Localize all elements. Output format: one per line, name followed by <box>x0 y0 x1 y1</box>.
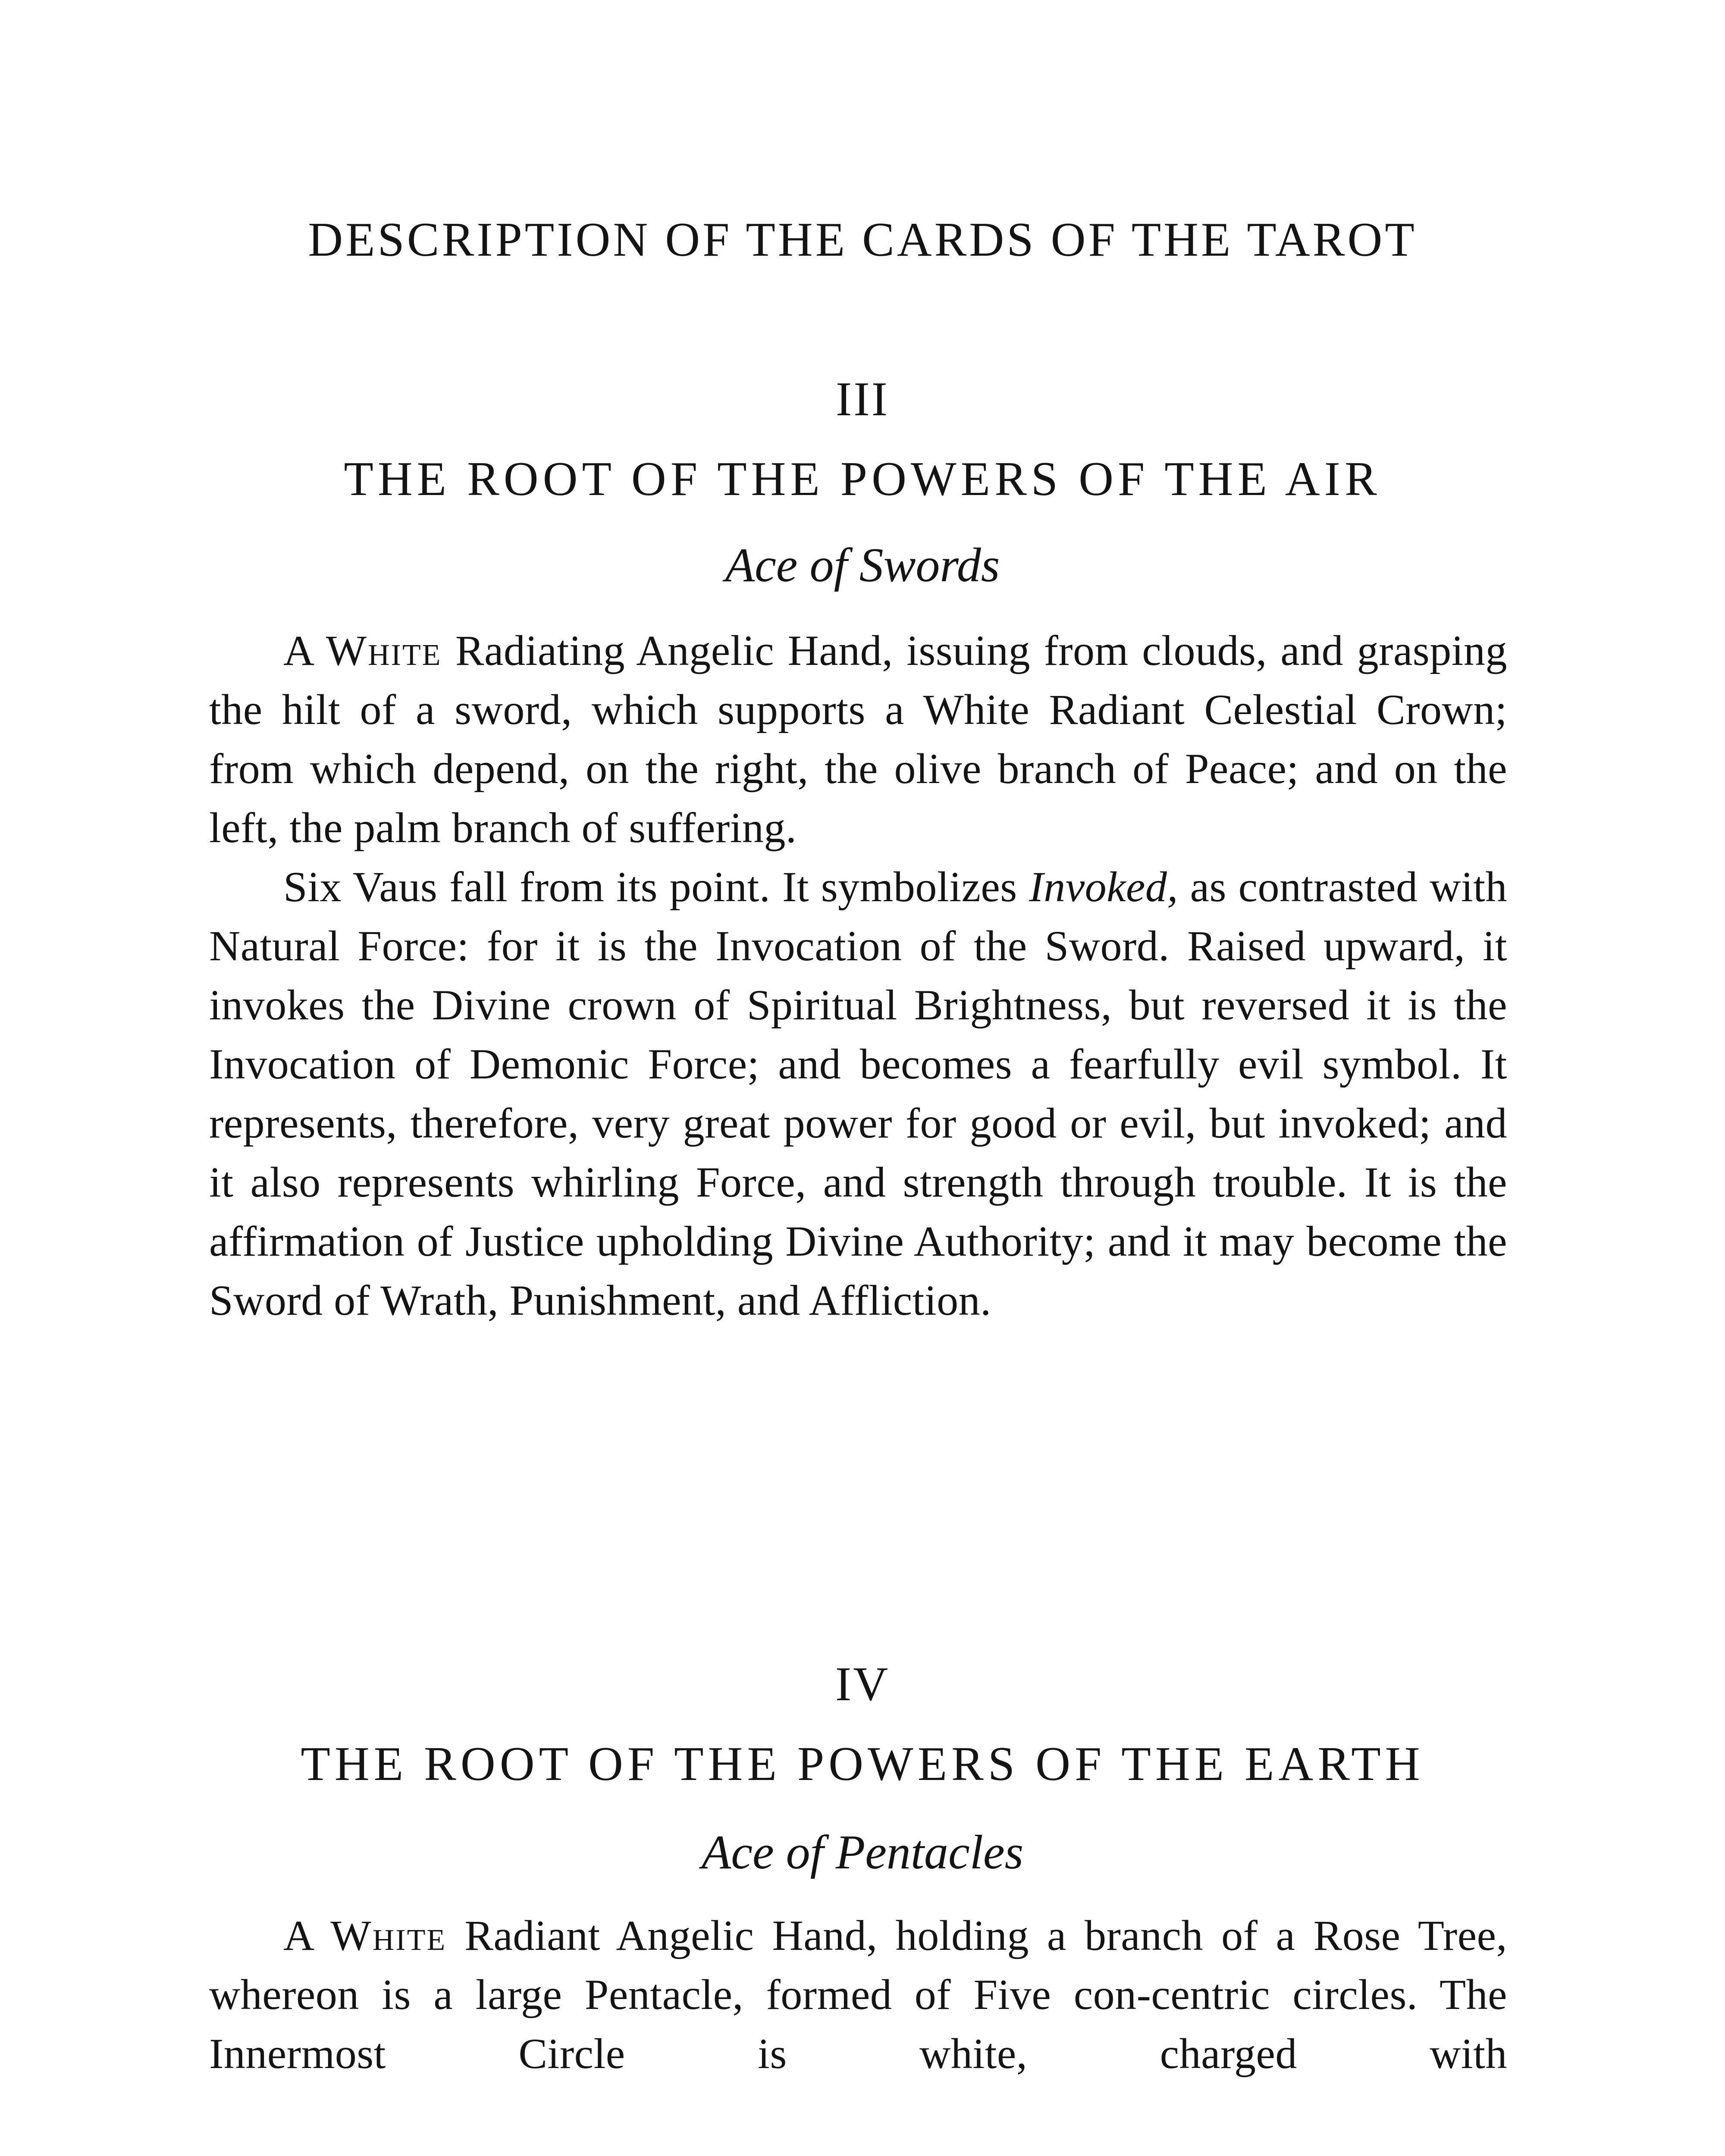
card-name-ace-of-pentacles: Ace of Pentacles <box>701 1826 1024 1879</box>
section-title-air: THE ROOT OF THE POWERS OF THE AIR <box>344 452 1381 506</box>
section-iv-body <box>209 1906 1507 2083</box>
section-numeral-iv: IV <box>835 1658 890 1711</box>
section-iii-body <box>209 621 1507 1330</box>
paragraph-text: Radiating Angelic Hand, issuing from clouds, and grasping the hilt of a sword, which supports a White Radiant Celestial Crown; from which depend, on the right, the olive branch of Peace; and on the left, the palm branch of suffering. <box>209 627 1507 852</box>
running-head: DESCRIPTION OF THE CARDS OF THE TAROT <box>308 213 1417 266</box>
lead-article: A <box>283 1912 313 1959</box>
lead-article: A <box>283 627 313 674</box>
paragraph-text-before: Six Vaus fall from its point. It symbolizes <box>283 863 1017 911</box>
section-title-earth: THE ROOT OF THE POWERS OF THE EARTH <box>301 1737 1424 1791</box>
lead-word: White <box>330 1912 447 1959</box>
lead-word: White <box>326 627 442 674</box>
paragraph-ace-of-swords-2 <box>209 857 1507 1330</box>
paragraph-text: Radiant Angelic Hand, holding a branch of a Rose Tree, whereon is a large Pentacle, formed of Five con-centric circles. The Innermost Circle is white, charged with <box>209 1912 1508 2078</box>
section-numeral-iii: III <box>836 373 889 426</box>
card-name-ace-of-swords: Ace of Swords <box>725 539 1000 592</box>
paragraph-ace-of-swords-1 <box>209 621 1507 857</box>
paragraph-text-after: as contrasted with Natural Force: for it is the Invocation of the Sword. Raised upward, it invokes the Divine crown of Spiritual Brightness, but reversed it is the Invocation of Demonic Force; and becomes a fearfully evil symbol. It represents, therefore, very great power for good or evil, but invoked; and it also represents whirling Force, and strength through trouble. It is the affirmation of Justice upholding Divine Authority; and it may become the Sword of Wrath, Punishment, and Affliction. <box>209 863 1508 1324</box>
italic-word: Invoked, <box>1029 863 1178 911</box>
paragraph-ace-of-pentacles-1 <box>209 1906 1507 2083</box>
